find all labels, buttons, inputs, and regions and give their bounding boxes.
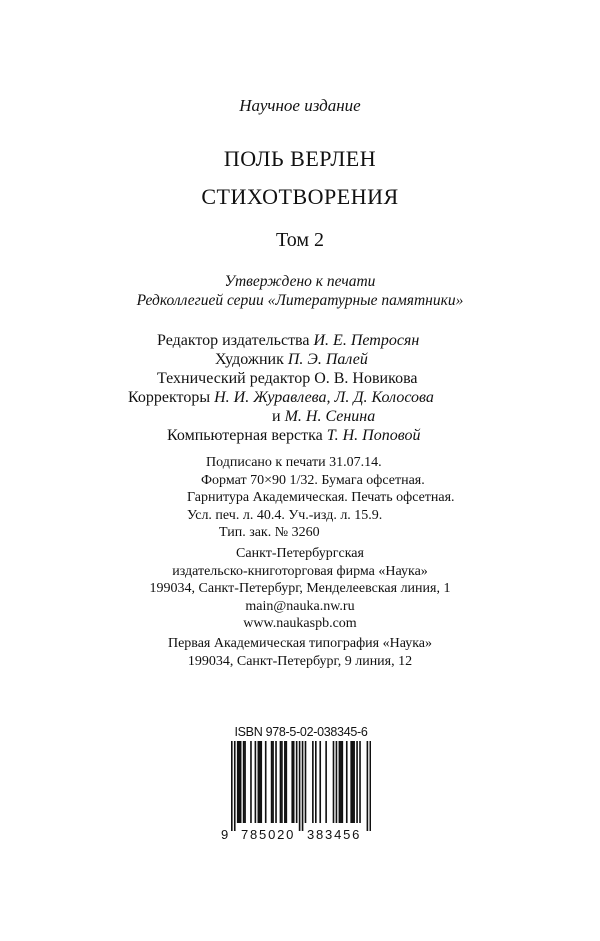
barcode-bar — [305, 741, 307, 823]
staff-row — [157, 331, 419, 351]
print-detail-line: Формат 70×90 1/32. Бумага офсетная. — [201, 472, 425, 488]
print-detail-line: Гарнитура Академическая. Печать офсетная. — [187, 490, 455, 505]
publisher-line: издательско-книготорговая фирма «Наука» — [172, 563, 428, 579]
staff-role: Редактор издательства — [157, 332, 310, 349]
barcode-guard-bar — [299, 741, 301, 831]
printer-block — [120, 635, 480, 670]
staff-name: И. Е. Петросян — [313, 332, 420, 349]
barcode-guard-bar — [367, 741, 369, 831]
barcode-bar — [359, 741, 361, 823]
barcode-bar — [312, 741, 314, 823]
edition-type: Научное издание — [239, 96, 361, 115]
barcode-bar — [240, 741, 242, 823]
barcode-bar — [238, 741, 240, 823]
barcode-bar — [342, 741, 344, 823]
barcode-bar — [265, 741, 267, 823]
barcode-guard-bar — [231, 741, 233, 831]
staff-row — [215, 350, 368, 370]
book-title: СТИХОТВОРЕНИЯ — [201, 184, 399, 209]
staff-role: Технический редактор — [157, 370, 311, 387]
print-detail-line: Усл. печ. л. 40.4. Уч.-изд. л. 15.9. — [187, 507, 383, 523]
barcode-bar — [258, 741, 260, 823]
barcode-bar — [336, 741, 338, 823]
barcode-bar — [296, 741, 298, 823]
barcode-bar — [259, 741, 261, 823]
staff-row — [167, 426, 420, 446]
barcode-bar — [325, 741, 327, 823]
barcode-bar — [291, 741, 293, 823]
printer-line: 199034, Санкт-Петербург, 9 линия, 12 — [187, 653, 413, 669]
publisher-website: www.naukaspb.com — [243, 616, 357, 631]
staff-role: Компьютерная верстка — [167, 427, 323, 444]
barcode-bar — [280, 741, 282, 823]
publisher-line: Санкт-Петербургская — [236, 546, 364, 561]
barcode-bar — [243, 741, 245, 823]
staff-row — [157, 369, 418, 389]
barcode-bar — [260, 741, 262, 823]
barcode-bar — [356, 741, 358, 823]
barcode-bar — [281, 741, 283, 823]
barcode-bar — [293, 741, 295, 823]
staff-name: П. Э. Палей — [287, 351, 368, 368]
barcode-bar — [255, 741, 257, 823]
barcode-right-digits: 383456 — [307, 827, 362, 842]
publisher-block — [120, 545, 480, 633]
staff-name: О. В. Новикова — [314, 370, 418, 387]
barcode-bar — [350, 741, 352, 823]
barcode-bar — [286, 741, 288, 823]
staff-role: Корректоры — [128, 389, 211, 406]
barcode-bar — [244, 741, 246, 823]
barcode-guard-bar — [302, 741, 304, 831]
isbn-label: ISBN 978-5-02-038345-6 — [234, 725, 368, 739]
staff-row — [272, 407, 375, 427]
staff-row — [128, 388, 434, 408]
print-detail-line: Подписано к печати 31.07.14. — [206, 455, 382, 470]
barcode-bar — [237, 741, 239, 823]
barcode-first-digit: 9 — [221, 827, 229, 842]
barcode-bar — [333, 741, 335, 823]
barcode-left-digits: 785020 — [241, 827, 296, 842]
barcode-bar — [315, 741, 317, 823]
barcode-bar — [352, 741, 354, 823]
barcode-bar — [319, 741, 321, 823]
staff-name: Н. И. Журавлева, Л. Д. Колосова — [214, 389, 434, 406]
staff-role: Художник — [215, 351, 284, 368]
approval-line-2: Редколлегией серии «Литературные памятники» — [136, 292, 464, 309]
staff-role: и — [272, 408, 281, 425]
print-details — [187, 454, 455, 542]
barcode-bar — [353, 741, 355, 823]
approval-line-1: Утверждено к печати — [224, 273, 376, 290]
publisher-line: 199034, Санкт-Петербург, Менделеевская линия, 1 — [149, 581, 451, 596]
barcode-bar — [346, 741, 348, 823]
barcode-bar — [284, 741, 286, 823]
staff-name: Т. Н. Поповой — [326, 427, 421, 444]
volume-number: Том 2 — [276, 229, 324, 251]
barcode-bar — [275, 741, 277, 823]
publisher-email: main@nauka.nw.ru — [245, 598, 355, 614]
barcode-guard-bar — [370, 741, 371, 831]
barcode-bar — [271, 741, 273, 823]
barcode-bar — [340, 741, 342, 823]
barcode-bar — [339, 741, 341, 823]
staff-name: М. Н. Сенина — [284, 408, 376, 425]
book-author: ПОЛЬ ВЕРЛЕН — [223, 146, 377, 171]
print-detail-line: Тип. зак. № 3260 — [219, 525, 320, 540]
barcode-bar — [250, 741, 252, 823]
barcode-guard-bar — [234, 741, 236, 831]
barcode-bar — [272, 741, 274, 823]
printer-line: Первая Академическая типография «Наука» — [167, 636, 433, 651]
barcode-bars-icon — [231, 741, 371, 831]
